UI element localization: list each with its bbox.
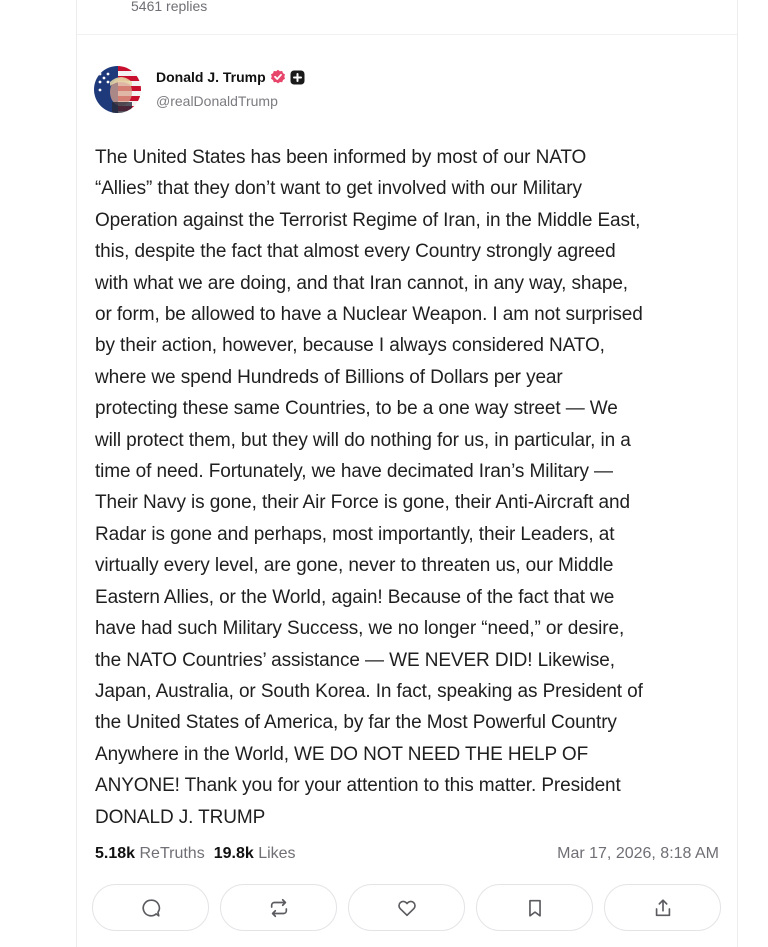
- bookmark-button[interactable]: [476, 884, 593, 931]
- avatar[interactable]: [94, 66, 141, 113]
- likes-stat[interactable]: [214, 845, 296, 862]
- author-handle[interactable]: @realDonaldTrump: [156, 93, 278, 109]
- post-body-text: The United States has been informed by most of our NATO “Allies” that they don’t want to get involved with our Military Operation against the Terrorist Regime of Iran, in the Middle East, this, despite the fact that almost every Country strongly agreed with what we are doing, and that Iran cannot, in any way, shape, or form, be allowed to have a Nuclear Weapon. I am not surprised by their action, however, because I always considered NATO, where we spend Hundreds of Billions of Dollars per year protecting these same Countries, to be a one way street — We will protect them, but they will do nothing for us, in particular, in a time of need. Fortunately, we have decimated Iran’s Military — Their Navy is gone, their Air Force is gone, their Anti-Aircraft and Radar is gone and perhaps, most importantly, their Leaders, at virtually every level, are gone, never to threaten us, our Middle Eastern Allies, or the World, again! Because of the fact that we have had such Military Success, we no longer “need,” or desire, the NATO Countries’ assistance — WE NEVER DID! Likewise, Japan, Australia, or South Korea. In fact, speaking as President of the United States of America, by far the Most Powerful Country Anywhere in the World, WE DO NOT NEED THE HELP OF ANYONE! Thank you for your attention to this matter. President DONALD J. TRUMP: [95, 147, 643, 828]
- like-button[interactable]: [348, 884, 465, 931]
- reply-button[interactable]: [92, 884, 209, 931]
- likes-count: 19.8k: [213, 845, 254, 862]
- retruth-button[interactable]: [220, 884, 337, 931]
- retruths-count: 5.18k: [95, 845, 136, 862]
- avatar-flag-portrait-icon: [94, 66, 141, 113]
- reply-icon: [140, 897, 162, 919]
- retruths-stat[interactable]: [95, 845, 205, 862]
- author-name-row: [156, 69, 305, 85]
- post-action-bar: [92, 884, 721, 931]
- truth-plus-badge-icon: [290, 70, 305, 85]
- post-divider: [77, 34, 737, 35]
- heart-icon: [396, 897, 418, 919]
- previous-post-replies-count[interactable]: 5461 replies: [131, 0, 208, 14]
- author-display-name[interactable]: Donald J. Trump: [156, 69, 266, 85]
- retruth-icon: [268, 897, 290, 919]
- post-timestamp[interactable]: Mar 17, 2026, 8:18 AM: [557, 845, 719, 862]
- share-button[interactable]: [604, 884, 721, 931]
- verified-badge-icon: [270, 69, 286, 85]
- bookmark-icon: [524, 897, 546, 919]
- post-stats: [95, 845, 296, 863]
- retruths-label: ReTruths: [139, 845, 205, 862]
- likes-label: Likes: [258, 845, 296, 862]
- share-icon: [652, 897, 674, 919]
